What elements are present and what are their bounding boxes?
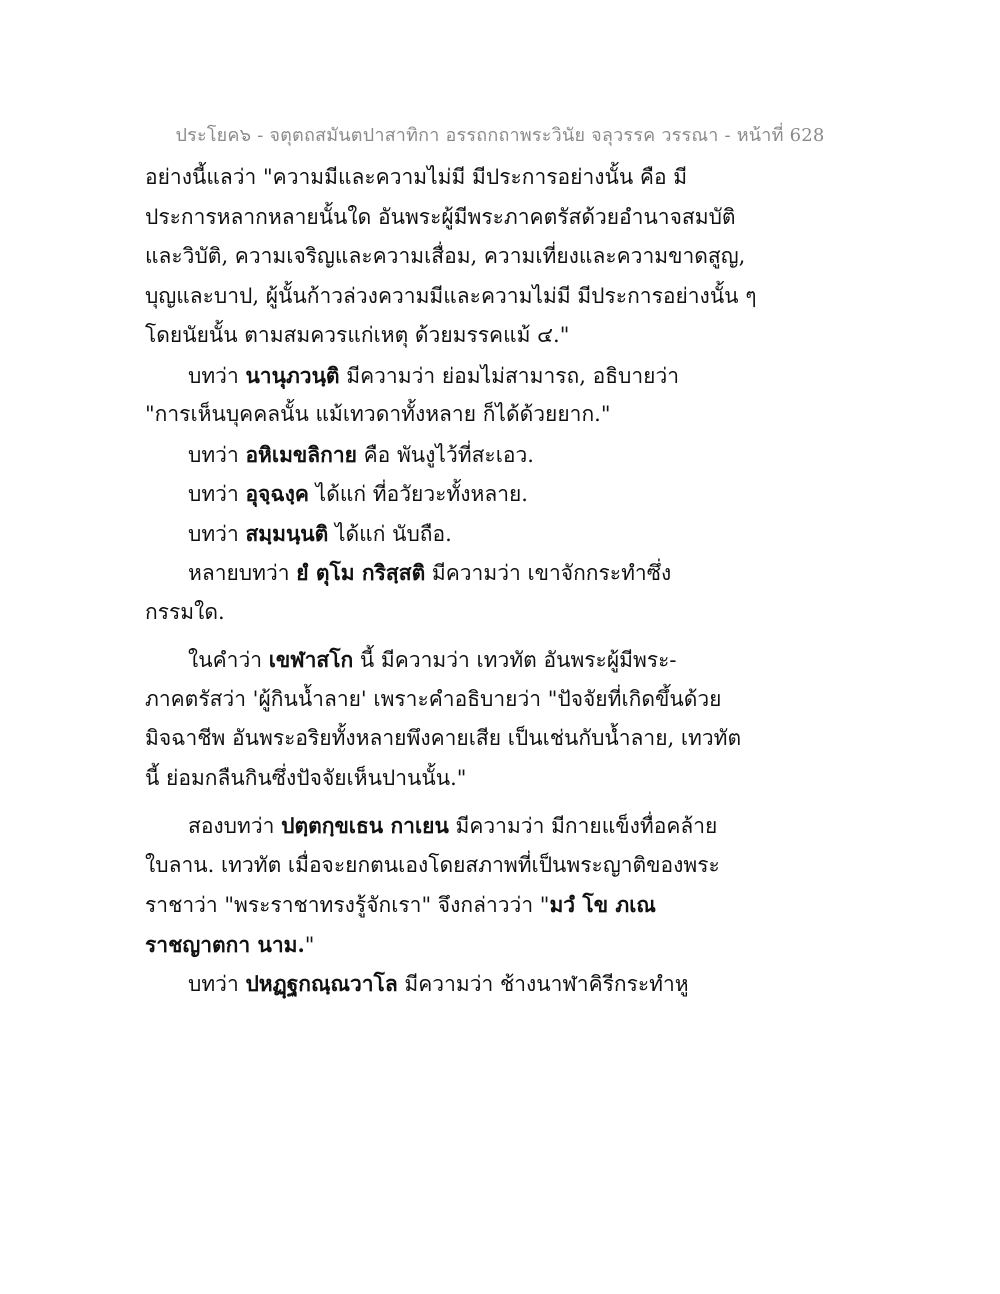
line-text: ราชาว่า "พระราชาทรงรู้จักเรา" จึงกล่าวว่า " <box>145 893 550 917</box>
line-text: นี้ มีความว่า เทวทัต อันพระผู้มีพระ- <box>353 648 677 672</box>
line-text: ภาคตรัสว่า 'ผู้กินน้ำลาย' เพราะคำอธิบายว่า "ปัจจัยที่เกิดขึ้นด้วย <box>145 686 722 711</box>
line-text: "การเห็นบุคคลนั้น แม้เทวดาทั้งหลาย ก็ได้ด้วยยาก." <box>145 402 611 426</box>
line-text: สองบทว่า <box>188 814 282 838</box>
text-line <box>145 885 865 925</box>
text-line <box>145 316 865 356</box>
paragraph-gap <box>145 632 865 640</box>
line-text: มีความว่า มีกายแข็งทื่อคล้าย <box>448 814 718 838</box>
line-text: ในคำว่า <box>188 648 269 672</box>
text-line <box>145 925 865 965</box>
text-line <box>145 277 865 317</box>
text-line <box>145 719 865 759</box>
pali-term: เขฬาสโก <box>268 647 354 672</box>
pali-term: สมฺมนฺนติ <box>245 520 329 546</box>
text-line <box>145 158 865 198</box>
line-text: นี้ ย่อมกลืนกินซึ่งปัจจัยเห็นปานนั้น." <box>145 765 467 790</box>
pali-term: ปตฺตกฺขเธน กาเยน <box>281 813 449 838</box>
paragraph-gap <box>145 798 865 806</box>
line-text: บุญและบาป, ผู้นั้นก้าวล่วงความมีและความไม่มี มีประการอย่างนั้น ๆ <box>145 283 757 308</box>
body-text <box>145 158 865 1004</box>
line-text: " <box>304 932 315 957</box>
text-line <box>145 593 865 633</box>
line-text: ประการหลากหลายนั้นใด อันพระผู้มีพระภาคตรัสด้วยอำนาจสมบัติ <box>145 204 736 229</box>
line-text: มีความว่า ย่อมไม่สามารถ, อธิบายว่า <box>339 363 680 388</box>
text-line <box>145 395 865 435</box>
text-line <box>145 759 865 799</box>
text-line <box>145 474 865 514</box>
pali-term: ราชญาตกา นาม. <box>145 931 305 957</box>
pali-term: ปหฏฺฐกณฺณวาโล <box>245 971 398 996</box>
text-line <box>145 198 865 238</box>
text-line <box>145 435 865 475</box>
line-text: มิจฉาชีพ อันพระอริยทั้งหลายพึงคายเสีย เป็นเช่นกับน้ำลาย, เทวทัต <box>145 726 742 750</box>
line-text: อย่างนี้แลว่า "ความมีและความไม่มี มีประการอย่างนั้น คือ มี <box>145 165 688 189</box>
line-text: โดยนัยนั้น ตามสมควรแก่เหตุ ด้วยมรรคแม้ ๔." <box>145 323 570 347</box>
text-line <box>145 640 865 680</box>
text-line <box>145 846 865 886</box>
line-text: บทว่า <box>188 363 246 388</box>
line-text: มีความว่า ช้างนาฬาคิรีกระทำหู <box>397 972 689 996</box>
text-line <box>145 237 865 277</box>
text-line <box>145 806 865 846</box>
line-text: หลายบทว่า <box>188 561 297 585</box>
line-text: บทว่า <box>188 972 246 996</box>
line-text: บทว่า <box>188 442 246 467</box>
line-text: บทว่า <box>188 482 246 506</box>
pali-term: อุจฺฉงฺค <box>245 481 309 506</box>
text-line <box>145 514 865 554</box>
text-line <box>145 680 865 720</box>
text-line <box>145 356 865 396</box>
text-line <box>145 964 865 1004</box>
pali-term: นานุภวนฺติ <box>245 362 340 388</box>
line-text: คือ พันงูไว้ที่สะเอว. <box>356 442 534 467</box>
pali-term: ยํ ตุโม กริสฺสติ <box>296 560 426 585</box>
pali-term: อหิเมขลิกาย <box>245 441 357 467</box>
line-text: มีความว่า เขาจักกระทำซึ่ง <box>425 561 672 585</box>
text-line <box>145 553 865 593</box>
pali-term: มวํ โข ภเณ <box>549 892 656 917</box>
line-text: ได้แก่ นับถือ. <box>328 521 452 546</box>
line-text: กรรมใด. <box>145 599 225 624</box>
line-text: ใบลาน. เทวทัต เมื่อจะยกตนเองโดยสภาพที่เป็นพระญาติของพระ <box>145 852 720 877</box>
line-text: และวิบัติ, ความเจริญและความเสื่อม, ความเที่ยงและความขาดสูญ, <box>145 244 746 268</box>
running-header: ประโยค๖ - จตุตถสมันตปาสาทิกา อรรถกถาพระวินัย จลุวรรค วรรณา - หน้าที่ 628 <box>175 125 825 146</box>
line-text: บทว่า <box>188 521 246 546</box>
line-text: ได้แก่ ที่อวัยวะทั้งหลาย. <box>308 482 528 506</box>
